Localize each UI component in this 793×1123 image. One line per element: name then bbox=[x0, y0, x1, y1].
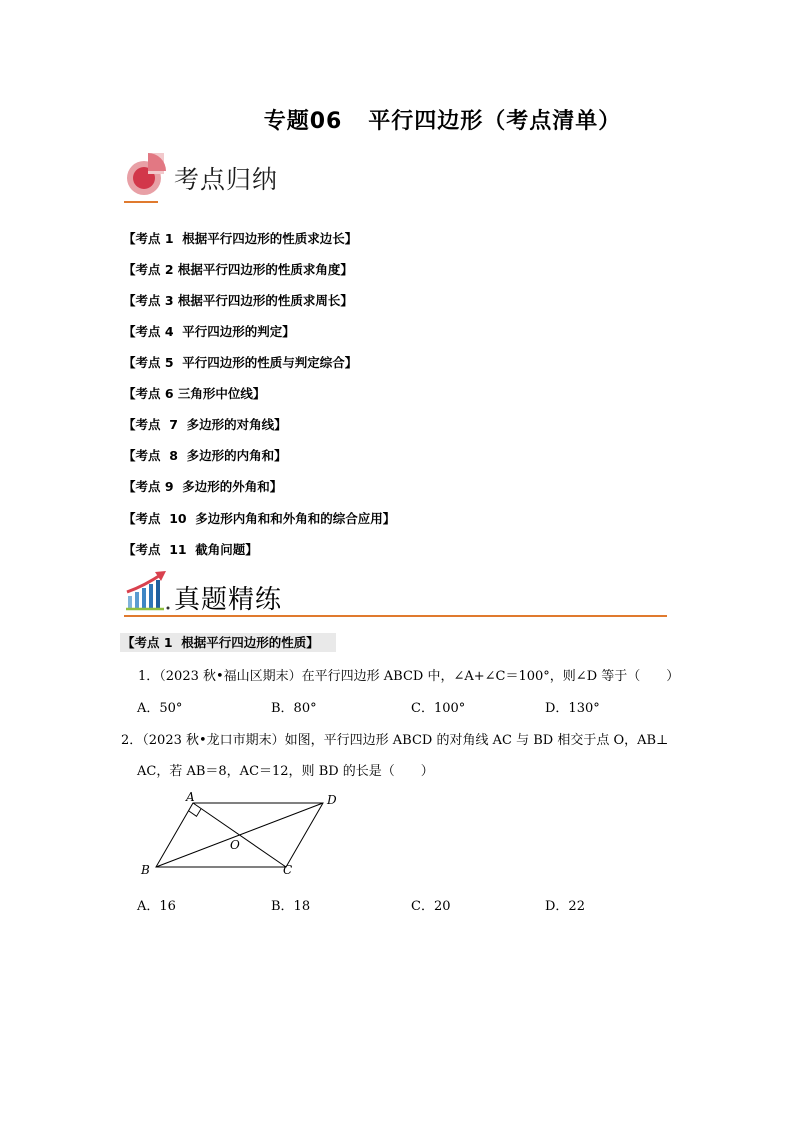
kaodian-item-3: 【考点 3 根据平行四边形的性质求周长】 bbox=[123, 293, 353, 308]
section-zhenti-rule bbox=[124, 615, 667, 617]
figure-label-a: A bbox=[186, 790, 195, 804]
figure-label-d: D bbox=[327, 793, 337, 807]
kaodian-item-11: 【考点 11 截角问题】 bbox=[123, 542, 258, 557]
question-2-line-1: 2．（2023 秋•龙口市期末）如图，平行四边形 ABCD 的对角线 AC 与 BD 相交于点 O，AB⊥ bbox=[121, 733, 669, 748]
figure-label-b: B bbox=[141, 863, 150, 877]
right-angle-mark bbox=[189, 809, 202, 817]
section-kaodian-underline bbox=[124, 201, 158, 203]
question-2-option-a: A．16 bbox=[137, 899, 176, 914]
kaodian-item-9: 【考点 9 多边形的外角和】 bbox=[123, 479, 283, 494]
kaodian-item-10: 【考点 10 多边形内角和和外角和的综合应用】 bbox=[123, 511, 396, 526]
page-title-text: 专题06 平行四边形（考点清单） bbox=[263, 109, 622, 134]
diagonal-bd bbox=[156, 803, 323, 867]
section-kaodian-header bbox=[124, 150, 284, 206]
kaodian-item-5: 【考点 5 平行四边形的性质与判定综合】 bbox=[123, 355, 358, 370]
question-1-option-b: B．80° bbox=[271, 701, 317, 716]
section-zhenti-header bbox=[124, 568, 669, 620]
section-kaodian-title: 考点归纳 bbox=[174, 165, 279, 194]
question-1-option-a: A．50° bbox=[137, 701, 183, 716]
question-1-text: 1．（2023 秋•福山区期末）在平行四边形 ABCD 中，∠A+∠C＝100°，则∠D 等于（ ） bbox=[138, 669, 680, 684]
parallelogram-figure bbox=[130, 788, 355, 883]
question-1-option-d: D．130° bbox=[545, 701, 600, 716]
page-title bbox=[0, 104, 793, 135]
kaodian-item-4: 【考点 4 平行四边形的判定】 bbox=[123, 324, 295, 339]
kaodian-tag: 【考点 1 根据平行四边形的性质】 bbox=[120, 633, 336, 652]
section-zhenti-title: 真题精练 bbox=[174, 585, 283, 615]
kaodian-item-7: 【考点 7 多边形的对角线】 bbox=[123, 417, 287, 432]
kaodian-item-2: 【考点 2 根据平行四边形的性质求角度】 bbox=[123, 262, 353, 277]
question-2-option-b: B．18 bbox=[271, 899, 311, 914]
figure-label-c: C bbox=[283, 863, 293, 877]
bar-chart-arrow-icon bbox=[124, 570, 172, 612]
kaodian-item-6: 【考点 6 三角形中位线】 bbox=[123, 386, 266, 401]
figure-label-o: O bbox=[230, 838, 240, 852]
question-1-option-c: C．100° bbox=[411, 701, 466, 716]
question-2-option-c: C．20 bbox=[411, 899, 451, 914]
question-2-line-2: AC，若 AB＝8，AC＝12，则 BD 的长是（ ） bbox=[137, 764, 434, 779]
question-2-option-d: D．22 bbox=[545, 899, 585, 914]
kaodian-item-1: 【考点 1 根据平行四边形的性质求边长】 bbox=[123, 231, 358, 246]
pie-chart-icon bbox=[124, 150, 170, 198]
kaodian-item-8: 【考点 8 多边形的内角和】 bbox=[123, 448, 287, 463]
